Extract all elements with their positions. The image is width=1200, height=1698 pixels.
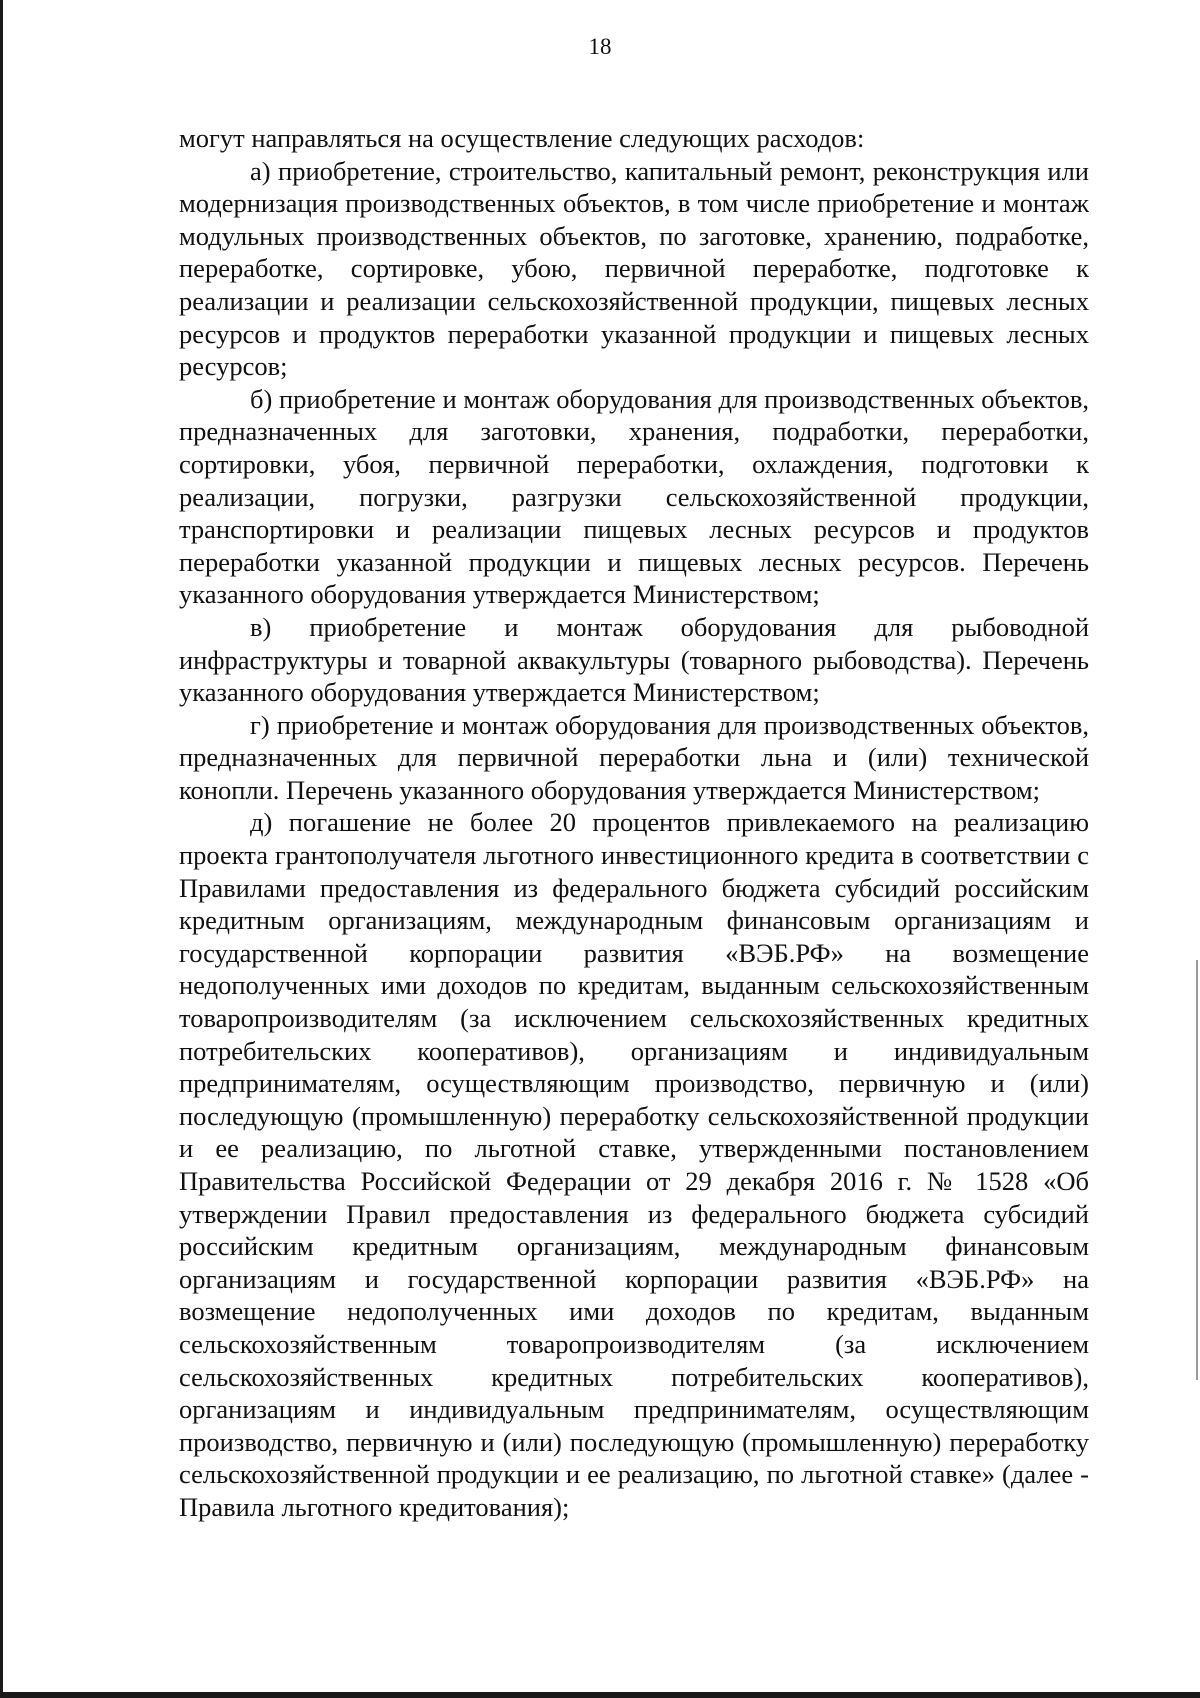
paragraph-item-a: а) приобретение, строительство, капитальный ремонт, реконструкция или модернизация производственных объектов, в том числе приобретение и монтаж модульных производственных объектов, по заготовке, хранению, подработке, переработке, сортировке, убою, первичной переработке, подготовке к реализации и реализации сельскохозяйственной продукции, пищевых лесных ресурсов и продуктов переработки указанной продукции и пищевых лесных ресурсов;: [179, 155, 1089, 382]
paragraph-item-g: г) приобретение и монтаж оборудования для производственных объектов, предназначенных для первичной переработки льна и (или) технической конопли. Перечень указанного оборудования утверждается Министерством;: [179, 709, 1089, 805]
scan-border-left: [0, 0, 3, 1698]
paragraph-item-b: б) приобретение и монтаж оборудования для производственных объектов, предназначенных для заготовки, хранения, подработки, переработки, сортировки, убоя, первичной переработки, охлаждения, подготовки к реализации, погрузки, разгрузки сельскохозяйственной продукции, транспортировки и реализации пищевых лесных ресурсов и продуктов переработки указанной продукции и пищевых лесных ресурсов. Перечень указанного оборудования утверждается Министерством;: [179, 383, 1089, 610]
document-body: [179, 122, 1089, 1524]
scan-mark-right: [1196, 960, 1198, 1380]
paragraph-continuation: могут направляться на осуществление следующих расходов:: [179, 123, 865, 153]
scan-border-bottom: [0, 1692, 1200, 1698]
paragraph-item-d: д) погашение не более 20 процентов привлекаемого на реализацию проекта грантополучателя льготного инвестиционного кредита в соответствии с Правилами предоставления из федерального бюджета субсидий российским кредитным организациям, международным финансовым организациям и государственной корпорации развития «ВЭБ.РФ» на возмещение недополученных ими доходов по кредитам, выданным сельскохозяйственным товаропроизводителям (за исключением сельскохозяйственных кредитных потребительских кооперативов), организациям и индивидуальным предпринимателям, осуществляющим производство, первичную и (или) последующую (промышленную) переработку сельскохозяйственной продукции и ее реализацию, по льготной ставке, утвержденными постановлением Правительства Российской Федерации от 29 декабря 2016 г. № 1528 «Об утверждении Правил предоставления из федерального бюджета субсидий российским кредитным организациям, международным финансовым организациям и государственной корпорации развития «ВЭБ.РФ» на возмещение недополученных ими доходов по кредитам, выданным сельскохозяйственным товаропроизводителям (за исключением сельскохозяйственных кредитных потребительских кооперативов), организациям и индивидуальным предпринимателям, осуществляющим производство, первичную и (или) последующую (промышленную) переработку сельскохозяйственной продукции и ее реализацию, по льготной ставке» (далее - Правила льготного кредитования);: [179, 807, 1089, 1522]
page-number: 18: [588, 34, 612, 59]
paragraph-item-v: в) приобретение и монтаж оборудования для рыбоводной инфраструктуры и товарной аквакультуры (товарного рыбоводства). Перечень указанного оборудования утверждается Министерством;: [179, 611, 1089, 708]
